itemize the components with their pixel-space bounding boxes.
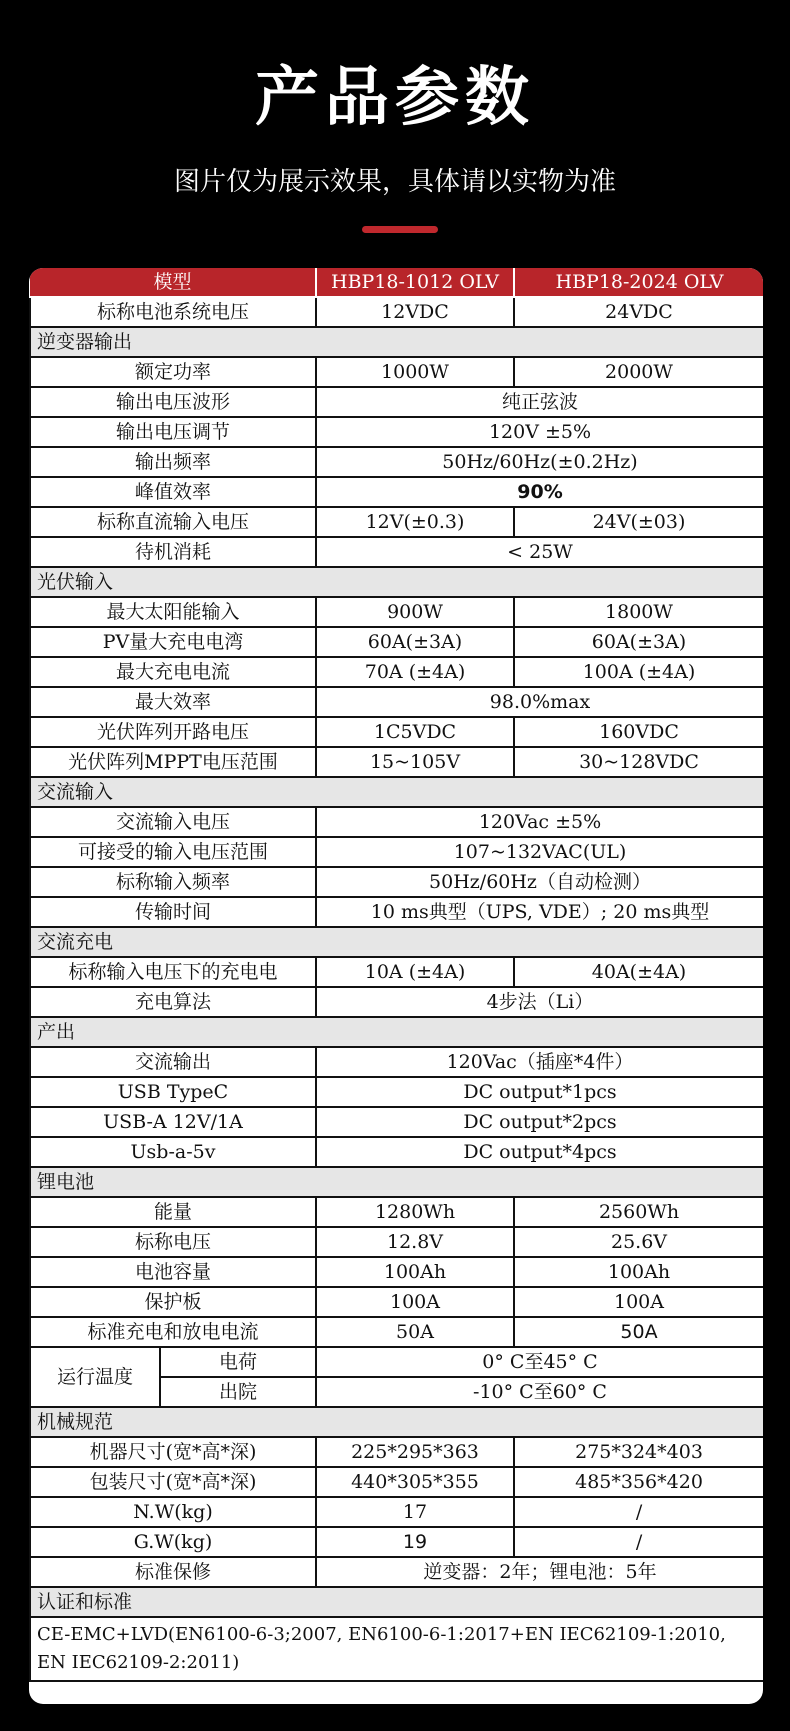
page-title: 产品参数 xyxy=(255,61,535,135)
cell-merged: 120V ±5% xyxy=(316,417,763,447)
row-label: 输出频率 xyxy=(30,447,316,477)
section-row-inverter xyxy=(30,327,763,357)
section-title: 产出 xyxy=(30,1017,763,1047)
row-label: 可接受的输入电压范围 xyxy=(30,837,316,867)
table-row xyxy=(30,1077,763,1107)
table-row xyxy=(30,1527,763,1557)
row-label: 标称输入电压下的充电电 xyxy=(30,957,316,987)
cell-a: 70A (±4A) xyxy=(316,657,514,687)
row-label: Usb-a-5v xyxy=(30,1137,316,1167)
cell-merged: 90% xyxy=(316,477,763,507)
table-row xyxy=(30,687,763,717)
section-title: 机械规范 xyxy=(30,1407,763,1437)
accent-divider xyxy=(362,226,438,233)
cell-merged: 4步法（Li） xyxy=(316,987,763,1017)
row-label: 额定功率 xyxy=(30,357,316,387)
table-row xyxy=(30,507,763,537)
cell-merged: DC output*2pcs xyxy=(316,1107,763,1137)
header-model-a: HBP18-1012 OLV xyxy=(316,268,514,297)
cell-a: 50A xyxy=(316,1317,514,1347)
spec-card xyxy=(29,268,763,1704)
row-label: 最大太阳能输入 xyxy=(30,597,316,627)
section-row-output xyxy=(30,1017,763,1047)
row-label-op-temp: 运行温度 xyxy=(30,1347,160,1407)
cell-b: 100A xyxy=(514,1287,763,1317)
cert-text: CE-EMC+LVD(EN6100-6-3;2007, EN6100-6-1:2017+EN IEC62109-1:2010, EN IEC62109-2:2011) xyxy=(30,1617,763,1681)
page-subtitle: 图片仅为展示效果，具体请以实物为准 xyxy=(173,167,616,197)
section-row-ac-input xyxy=(30,777,763,807)
cell-merged: 50Hz/60Hz（自动检测） xyxy=(316,867,763,897)
cell-merged: -10° C至60° C xyxy=(316,1377,763,1407)
cell-merged: 逆变器：2年；锂电池：5年 xyxy=(316,1557,763,1587)
cell-merged: 纯正弦波 xyxy=(316,387,763,417)
cell-b: 24VDC xyxy=(514,297,763,327)
row-label: 输出电压波形 xyxy=(30,387,316,417)
section-row-battery xyxy=(30,1167,763,1197)
header-model: 模型 xyxy=(30,268,316,297)
table-row xyxy=(30,417,763,447)
row-label: 包装尺寸(宽*高*深) xyxy=(30,1467,316,1497)
table-row xyxy=(30,1497,763,1527)
cell-a: 19 xyxy=(316,1527,514,1557)
row-label: 光伏阵列开路电压 xyxy=(30,717,316,747)
cell-merged: 50Hz/60Hz(±0.2Hz) xyxy=(316,447,763,477)
cell-a: 12VDC xyxy=(316,297,514,327)
table-row xyxy=(30,987,763,1017)
cell-b: 100Ah xyxy=(514,1257,763,1287)
row-label: 传输时间 xyxy=(30,897,316,927)
table-row xyxy=(30,597,763,627)
cell-merged: DC output*1pcs xyxy=(316,1077,763,1107)
row-label: USB TypeC xyxy=(30,1077,316,1107)
cell-b: 160VDC xyxy=(514,717,763,747)
cell-a: 100A xyxy=(316,1287,514,1317)
row-label: USB-A 12V/1A xyxy=(30,1107,316,1137)
table-row xyxy=(30,1227,763,1257)
sub-label: 出院 xyxy=(160,1377,316,1407)
cell-b: 2560Wh xyxy=(514,1197,763,1227)
row-label: 交流输入电压 xyxy=(30,807,316,837)
section-row-pv xyxy=(30,567,763,597)
cell-a: 17 xyxy=(316,1497,514,1527)
cell-b: 485*356*420 xyxy=(514,1467,763,1497)
cell-a: 1000W xyxy=(316,357,514,387)
cell-b: 100A (±4A) xyxy=(514,657,763,687)
table-row xyxy=(30,447,763,477)
cell-b: 60A(±3A) xyxy=(514,627,763,657)
cell-b: 24V(±03) xyxy=(514,507,763,537)
cell-a: 1280Wh xyxy=(316,1197,514,1227)
row-label: 待机消耗 xyxy=(30,537,316,567)
header-model-b: HBP18-2024 OLV xyxy=(514,268,763,297)
row-label: 标称电压 xyxy=(30,1227,316,1257)
cell-a: 12.8V xyxy=(316,1227,514,1257)
row-label: 标称电池系统电压 xyxy=(30,297,316,327)
section-title: 光伏输入 xyxy=(30,567,763,597)
cert-row xyxy=(30,1617,763,1681)
cell-a: 900W xyxy=(316,597,514,627)
row-label: 保护板 xyxy=(30,1287,316,1317)
cell-b: 275*324*403 xyxy=(514,1437,763,1467)
table-header-row xyxy=(30,268,763,297)
section-row-mech xyxy=(30,1407,763,1437)
table-row xyxy=(30,837,763,867)
sub-label: 电荷 xyxy=(160,1347,316,1377)
table-row xyxy=(30,957,763,987)
table-row xyxy=(30,657,763,687)
cell-merged: < 25W xyxy=(316,537,763,567)
cell-a: 10A (±4A) xyxy=(316,957,514,987)
table-row xyxy=(30,1137,763,1167)
cell-merged: 120Vac ±5% xyxy=(316,807,763,837)
spec-table-mech xyxy=(29,1406,763,1682)
row-label: 标称直流输入电压 xyxy=(30,507,316,537)
row-label: 输出电压调节 xyxy=(30,417,316,447)
table-row xyxy=(30,1317,763,1347)
table-row xyxy=(30,357,763,387)
table-row xyxy=(30,1437,763,1467)
hero-banner xyxy=(0,0,790,268)
row-label: 交流输出 xyxy=(30,1047,316,1077)
cell-b: / xyxy=(514,1527,763,1557)
table-row xyxy=(30,297,763,327)
section-row-cert xyxy=(30,1587,763,1617)
section-title: 锂电池 xyxy=(30,1167,763,1197)
cell-merged: 10 ms典型（UPS, VDE）; 20 ms典型 xyxy=(316,897,763,927)
cell-a: 225*295*363 xyxy=(316,1437,514,1467)
table-row xyxy=(30,1557,763,1587)
cell-a: 60A(±3A) xyxy=(316,627,514,657)
row-label: G.W(kg) xyxy=(30,1527,316,1557)
row-label: 电池容量 xyxy=(30,1257,316,1287)
cell-a: 1C5VDC xyxy=(316,717,514,747)
row-label: 充电算法 xyxy=(30,987,316,1017)
cell-b: 1800W xyxy=(514,597,763,627)
table-row xyxy=(30,1257,763,1287)
cell-b: 25.6V xyxy=(514,1227,763,1257)
cell-a: 100Ah xyxy=(316,1257,514,1287)
table-row xyxy=(30,627,763,657)
spec-table-temp xyxy=(29,1346,763,1408)
row-label: 峰值效率 xyxy=(30,477,316,507)
table-row xyxy=(30,747,763,777)
cell-b: 40A(±4A) xyxy=(514,957,763,987)
row-label: 最大充电电流 xyxy=(30,657,316,687)
cell-b: 2000W xyxy=(514,357,763,387)
table-row xyxy=(30,1197,763,1227)
section-title: 认证和标准 xyxy=(30,1587,763,1617)
cell-b: 30~128VDC xyxy=(514,747,763,777)
table-row xyxy=(30,387,763,417)
table-row xyxy=(30,1047,763,1077)
table-row xyxy=(30,867,763,897)
table-row xyxy=(30,477,763,507)
table-row xyxy=(30,537,763,567)
row-label: 机器尺寸(宽*高*深) xyxy=(30,1437,316,1467)
cell-merged: 107~132VAC(UL) xyxy=(316,837,763,867)
row-label: 光伏阵列MPPT电压范围 xyxy=(30,747,316,777)
cell-a: 15~105V xyxy=(316,747,514,777)
row-label: 能量 xyxy=(30,1197,316,1227)
table-row xyxy=(30,1467,763,1497)
section-title: 交流输入 xyxy=(30,777,763,807)
cell-merged: 120Vac（插座*4件） xyxy=(316,1047,763,1077)
cell-a: 12V(±0.3) xyxy=(316,507,514,537)
row-label: 标称输入频率 xyxy=(30,867,316,897)
cell-b: 50A xyxy=(514,1317,763,1347)
table-row xyxy=(30,1347,763,1377)
table-row xyxy=(30,807,763,837)
row-label: 标准保修 xyxy=(30,1557,316,1587)
cell-merged: 0° C至45° C xyxy=(316,1347,763,1377)
cell-a: 440*305*355 xyxy=(316,1467,514,1497)
row-label: 标准充电和放电电流 xyxy=(30,1317,316,1347)
table-row xyxy=(30,897,763,927)
table-row xyxy=(30,1287,763,1317)
cell-merged: DC output*4pcs xyxy=(316,1137,763,1167)
table-row xyxy=(30,717,763,747)
section-title: 交流充电 xyxy=(30,927,763,957)
cell-merged: 98.0%max xyxy=(316,687,763,717)
spec-table xyxy=(29,268,763,1348)
table-row xyxy=(30,1107,763,1137)
row-label: 最大效率 xyxy=(30,687,316,717)
section-row-ac-charge xyxy=(30,927,763,957)
row-label: PV量大充电电湾 xyxy=(30,627,316,657)
row-label: N.W(kg) xyxy=(30,1497,316,1527)
section-title: 逆变器输出 xyxy=(30,327,763,357)
cell-b: / xyxy=(514,1497,763,1527)
